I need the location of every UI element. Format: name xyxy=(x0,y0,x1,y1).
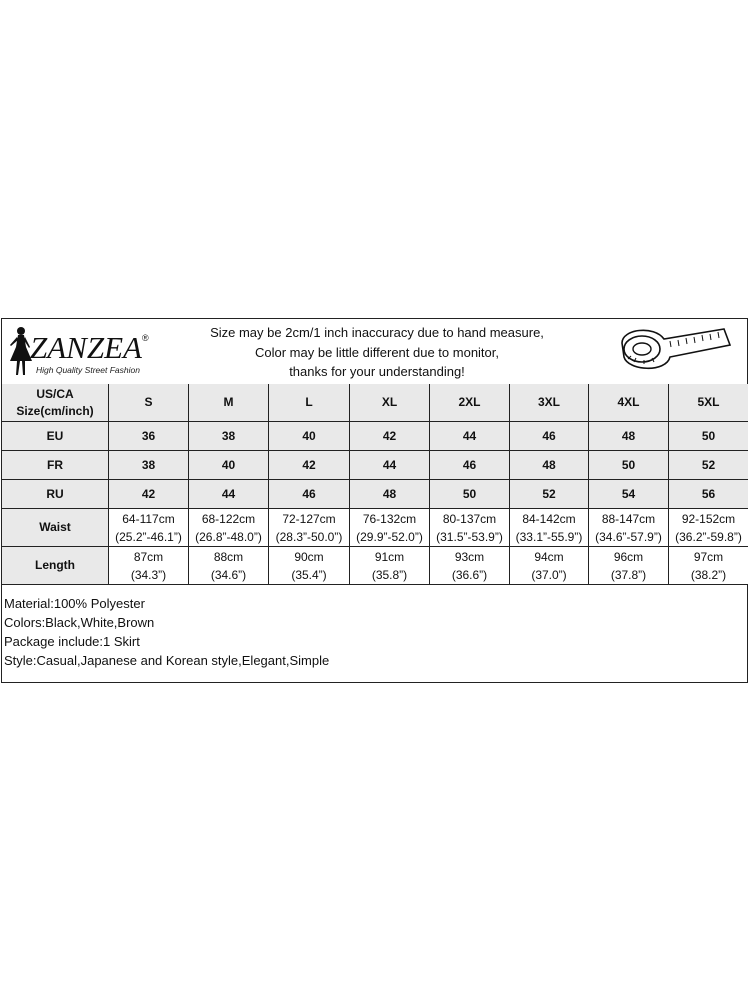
measurement-notice xyxy=(182,323,572,382)
table-cell: 40 xyxy=(189,451,269,480)
table-cell: 46 xyxy=(269,480,350,509)
table-cell: 44 xyxy=(350,451,430,480)
size-table xyxy=(2,384,748,585)
table-cell: 68-122cm (26.8”-48.0”) xyxy=(189,509,269,547)
table-cell: 72-127cm (28.3”-50.0”) xyxy=(269,509,350,547)
detail-package: Package include:1 Skirt xyxy=(4,634,140,649)
size-header-cell: S xyxy=(109,384,189,422)
table-cell: 48 xyxy=(589,422,669,451)
notice-line: Color may be little different due to monitor, xyxy=(255,344,499,360)
row-label: Length xyxy=(2,547,109,585)
table-cell: 42 xyxy=(350,422,430,451)
size-header-cell: 5XL xyxy=(669,384,748,422)
table-cell: 91cm (35.8”) xyxy=(350,547,430,585)
table-cell: 76-132cm (29.9”-52.0”) xyxy=(350,509,430,547)
size-header-cell: M xyxy=(189,384,269,422)
table-cell: 52 xyxy=(510,480,589,509)
brand-name: ZANZEA xyxy=(30,330,142,365)
table-cell: 46 xyxy=(430,451,510,480)
table-cell: 93cm (36.6”) xyxy=(430,547,510,585)
size-label-line: Size(cm/inch) xyxy=(16,403,94,418)
table-row-waist xyxy=(2,509,748,547)
table-cell: 50 xyxy=(589,451,669,480)
detail-material: Material:100% Polyester xyxy=(4,596,145,611)
row-label: Waist xyxy=(2,509,109,547)
table-cell: 56 xyxy=(669,480,748,509)
size-label-line: US/CA xyxy=(36,386,74,401)
brand-tagline: High Quality Street Fashion xyxy=(36,365,140,375)
table-cell: 92-152cm (36.2”-59.8”) xyxy=(669,509,748,547)
row-label: RU xyxy=(2,480,109,509)
size-header-cell: 4XL xyxy=(589,384,669,422)
row-label: FR xyxy=(2,451,109,480)
table-row-ru xyxy=(2,480,748,509)
table-cell: 52 xyxy=(669,451,748,480)
table-row-eu xyxy=(2,422,748,451)
detail-style: Style:Casual,Japanese and Korean style,Elegant,Simple xyxy=(4,653,330,668)
size-header-cell: 3XL xyxy=(510,384,589,422)
size-chart-sheet xyxy=(1,318,748,683)
table-row-length xyxy=(2,547,748,585)
table-cell: 64-117cm (25.2”-46.1”) xyxy=(109,509,189,547)
table-cell: 44 xyxy=(430,422,510,451)
table-cell: 50 xyxy=(669,422,748,451)
detail-colors: Colors:Black,White,Brown xyxy=(4,615,155,630)
table-cell: 46 xyxy=(510,422,589,451)
table-cell: 97cm (38.2”) xyxy=(669,547,748,585)
table-cell: 48 xyxy=(510,451,589,480)
row-label: EU xyxy=(2,422,109,451)
table-cell: 96cm (37.8”) xyxy=(589,547,669,585)
table-cell: 88-147cm (34.6”-57.9”) xyxy=(589,509,669,547)
table-cell: 42 xyxy=(269,451,350,480)
brand-logo xyxy=(6,325,166,381)
table-cell: 44 xyxy=(189,480,269,509)
table-cell: 40 xyxy=(269,422,350,451)
size-header-cell: L xyxy=(269,384,350,422)
table-cell: 94cm (37.0”) xyxy=(510,547,589,585)
table-cell: 87cm (34.3”) xyxy=(109,547,189,585)
table-cell: 54 xyxy=(589,480,669,509)
notice-line: thanks for your understanding! xyxy=(289,364,465,379)
table-cell: 38 xyxy=(109,451,189,480)
table-row-fr xyxy=(2,451,748,480)
measuring-tape-icon xyxy=(614,321,734,381)
table-cell: 50 xyxy=(430,480,510,509)
chart-header xyxy=(2,319,747,385)
product-details xyxy=(4,594,329,670)
size-header-cell: XL xyxy=(350,384,430,422)
table-cell: 38 xyxy=(189,422,269,451)
table-cell: 80-137cm (31.5”-53.9”) xyxy=(430,509,510,547)
table-header-row xyxy=(2,384,748,422)
notice-line: Size may be 2cm/1 inch inaccuracy due to hand measure, xyxy=(210,325,544,340)
table-cell: 48 xyxy=(350,480,430,509)
table-cell: 88cm (34.6”) xyxy=(189,547,269,585)
size-header-cell: 2XL xyxy=(430,384,510,422)
registered-mark: ® xyxy=(142,333,149,343)
table-cell: 36 xyxy=(109,422,189,451)
table-cell: 84-142cm (33.1”-55.9”) xyxy=(510,509,589,547)
table-cell: 42 xyxy=(109,480,189,509)
table-cell: 90cm (35.4”) xyxy=(269,547,350,585)
size-label-cell xyxy=(2,384,109,422)
